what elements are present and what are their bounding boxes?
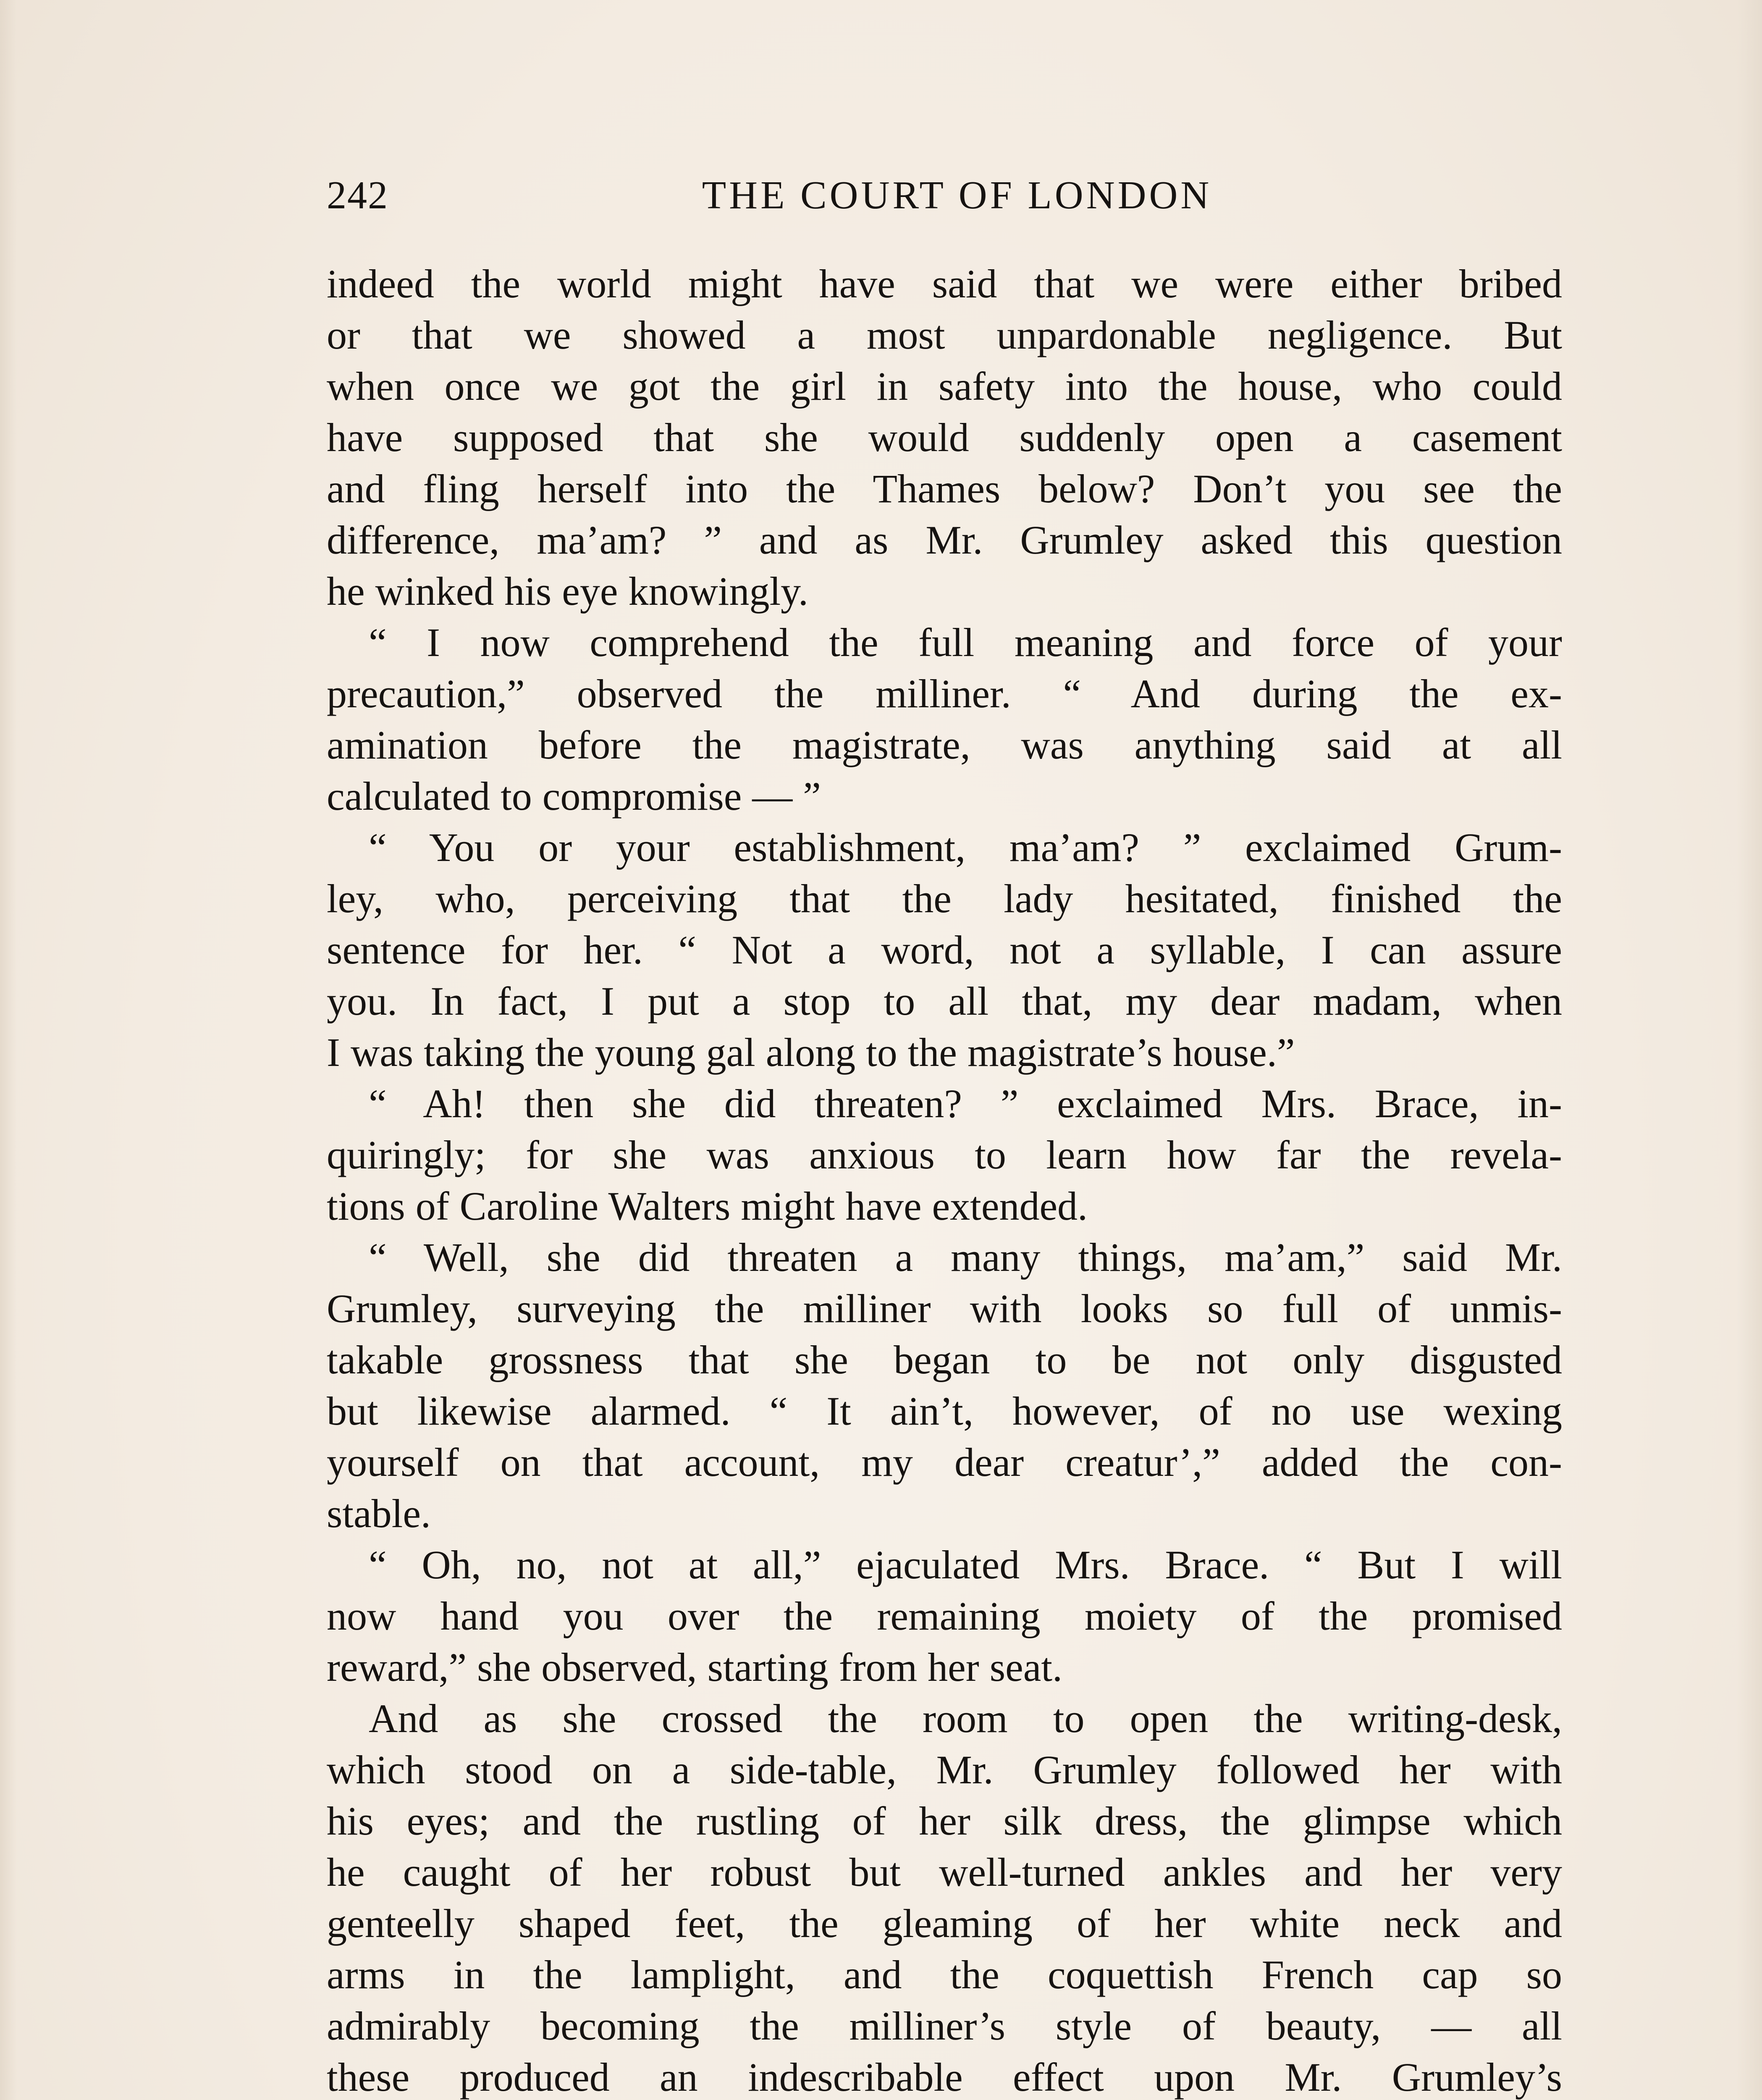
body-text (327, 258, 1562, 2100)
text-line: his eyes; and the rustling of her silk dress, the glimpse which (327, 1798, 1562, 1843)
text-line: he winked his eye knowingly. (327, 569, 808, 614)
running-title: THE COURT OF LONDON (702, 173, 1212, 217)
page-edge-shadow-left (0, 0, 17, 2100)
text-line: I was taking the young gal along to the magistrate’s house.” (327, 1030, 1295, 1075)
text-line: you. In fact, I put a stop to all that, my dear madam, when (327, 979, 1562, 1024)
text-line: stable. (327, 1491, 431, 1536)
text-line: and fling herself into the Thames below? Don’t you see the (327, 466, 1562, 511)
text-line: these produced an indescribable effect upon Mr. Grumley’s (327, 2055, 1562, 2100)
text-line: or that we showed a most unpardonable negligence. But (327, 312, 1562, 357)
text-line: admirably becoming the milliner’s style of beauty, — all (327, 2003, 1562, 2048)
text-line: Grumley, surveying the milliner with looks so full of unmis- (327, 1286, 1562, 1331)
text-line: but likewise alarmed. “ It ain’t, however, of no use wexing (327, 1389, 1562, 1433)
text-line: have supposed that she would suddenly open a casement (327, 415, 1562, 460)
text-line: when once we got the girl in safety into the house, who could (327, 364, 1562, 409)
text-line: calculated to compromise — ” (327, 774, 821, 819)
text-line: “ Oh, no, not at all,” ejaculated Mrs. Brace. “ But I will (369, 1542, 1562, 1587)
text-line: “ You or your establishment, ma’am? ” exclaimed Grum- (369, 825, 1562, 870)
text-line: And as she crossed the room to open the writing-desk, (369, 1696, 1562, 1741)
text-line: reward,” she observed, starting from her seat. (327, 1645, 1062, 1690)
page-number: 242 (327, 173, 388, 217)
text-line: precaution,” observed the milliner. “ And during the ex- (327, 671, 1562, 716)
text-line: quiringly; for she was anxious to learn how far the revela- (327, 1132, 1562, 1177)
text-line: now hand you over the remaining moiety of the promised (327, 1593, 1562, 1638)
text-line: indeed the world might have said that we were either bribed (327, 261, 1562, 306)
page-edge-shadow-right (1737, 0, 1762, 2100)
text-line: he caught of her robust but well-turned ankles and her very (327, 1850, 1562, 1895)
text-line: sentence for her. “ Not a word, not a syllable, I can assure (327, 927, 1562, 972)
text-line: “ I now comprehend the full meaning and force of your (369, 620, 1562, 665)
text-line: “ Well, she did threaten a many things, ma’am,” said Mr. (369, 1235, 1562, 1280)
text-line: amination before the magistrate, was anything said at all (327, 722, 1562, 767)
text-line: takable grossness that she began to be not only disgusted (327, 1337, 1562, 1382)
text-line: genteelly shaped feet, the gleaming of her white neck and (327, 1901, 1562, 1946)
running-header (327, 168, 1562, 223)
text-line: ley, who, perceiving that the lady hesitated, finished the (327, 876, 1562, 921)
text-line: which stood on a side-table, Mr. Grumley followed her with (327, 1747, 1562, 1792)
text-line: difference, ma’am? ” and as Mr. Grumley asked this question (327, 517, 1562, 562)
text-line: “ Ah! then she did threaten? ” exclaimed Mrs. Brace, in- (369, 1081, 1562, 1126)
text-line: arms in the lamplight, and the coquettish French cap so (327, 1952, 1562, 1997)
text-line: yourself on that account, my dear creatur’,” added the con- (327, 1440, 1562, 1485)
text-line: tions of Caroline Walters might have extended. (327, 1184, 1088, 1228)
